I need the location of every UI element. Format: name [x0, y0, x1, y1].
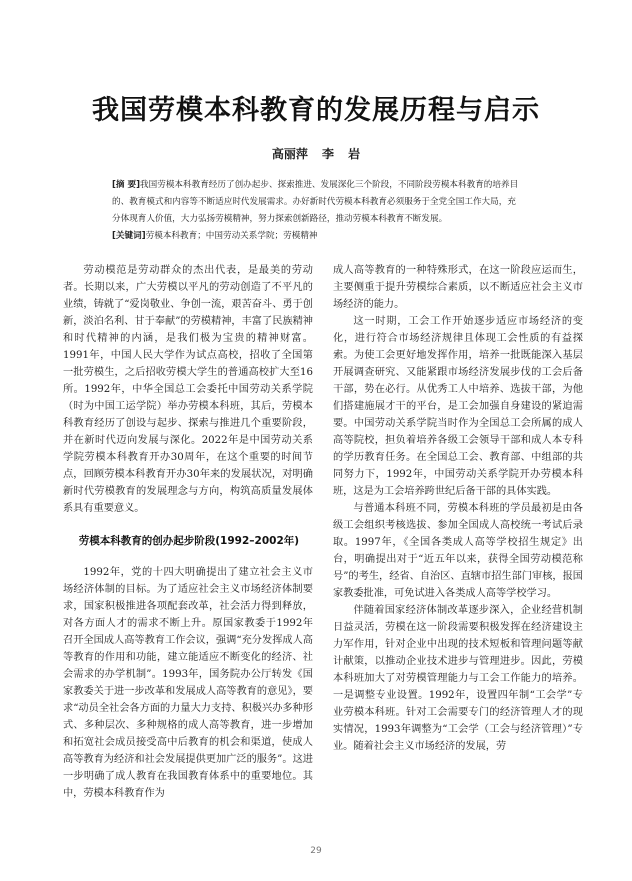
abstract-text: 我国劳模本科教育经历了创办起步、探索推进、发展深化三个阶段，不同阶段劳模本科教育的培养目的、教育模式和内容等不断适应时代发展需求。办好新时代劳模本科教育必须服务于全党全国工作大局，充分体现育人价值，大力弘扬劳模精神，努力探索创新路径，推动劳模本科教育不断发展。	[112, 180, 519, 224]
body-paragraph: 伴随着国家经济体制改革逐步深入，企业经营机制日益灵活，劳模在这一阶段需要积极发挥在经济建设主力军作用，针对企业中出现的技术短板和管理问题等献计献策，以推动企业技术进步与管理进步。因此，劳模本科班加大了对劳模管理能力与工会工作能力的培养。一是调整专业设置。1992年，设置四年制“工会学”专业劳模本科班。针对工会需要专门的经济管理人才的现实情况，1993年调整为“工会学（工会与经济管理）”专业。随着社会主义市场经济的发展，劳	[333, 605, 583, 752]
right-column	[333, 262, 583, 755]
abstract	[112, 177, 522, 228]
body-paragraph: 成人高等教育的一种特殊形式，在这一阶段应运而生，主要侧重于提升劳模综合素质，以不断适应社会主义市场经济的能力。	[333, 265, 583, 310]
keywords-label: [关键词]	[112, 231, 146, 241]
body-paragraph: 这一时期，工会工作开始逐步适应市场经济的变化，进行符合市场经济规律且体现工会性质的有益探索。为使工会更好地发挥作用，培养一批既能深入基层开展调查研究、又能紧跟市场经济发展步伐的工会后备干部，势在必行。从优秀工人中培养、选拔干部，为他们搭建施展才干的平台，是工会加强自身建设的紧迫需要。中国劳动关系学院当时作为全国总工会所属的成人高等院校，担负着培养各级工会领导干部和成人本专科的学历教育任务。在全国总工会、教育部、中组部的共同努力下，1992年，中国劳动关系学院开办劳模本科班，这是为工会培养跨世纪后备干部的具体实践。	[333, 316, 583, 497]
page-number: 29	[310, 846, 322, 856]
body-paragraph: 与普通本科班不同，劳模本科班的学员最初是由各级工会组织考核选拔、参加全国成人高校统一考试后录取。1997年，《全国各类成人高等学校招生规定》出台，明确提出对于“近五年以来，获得全国劳动模范称号”的考生，经省、自治区、直辖市招生部门审核，报国家教委批准，可免试进入各类成人高等学校学习。	[333, 503, 583, 599]
body-paragraph: 劳动模范是劳动群众的杰出代表，是最美的劳动者。长期以来，广大劳模以平凡的劳动创造了不平凡的业绩，铸就了“爱岗敬业、争创一流，艰苦奋斗、勇于创新，淡泊名利、甘于奉献”的劳模精神，丰富了民族精神和时代精神的内涵，是我们极为宝贵的精神财富。1991年，中国人民大学作为试点高校，招收了全国第一批劳模生，之后招收劳模大学生的普通高校扩大至16所。1992年，中华全国总工会委托中国劳动关系学院（时为中国工运学院）举办劳模本科班，其后，劳模本科教育经历了创设与起步、探索与推进几个重要阶段，并在新时代迈向发展与深化。2022年是中国劳动关系学院劳模本科教育开办30周年，在这个重要的时间节点，回顾劳模本科教育开办30年来的发展状况，对明确新时代劳模教育的发展理念与方向，构筑高质量发展体系具有重要意义。	[63, 265, 313, 514]
keywords-text: 劳模本科教育；中国劳动关系学院；劳模精神	[145, 231, 318, 241]
keywords	[112, 228, 522, 245]
abstract-block	[112, 177, 522, 245]
authors: 高丽萍 李 岩	[271, 147, 361, 161]
paper-title: 我国劳模本科教育的发展历程与启示	[92, 95, 540, 126]
section-heading: 劳模本科教育的创办起步阶段(1992–2002年)	[78, 535, 300, 547]
body-paragraph: 1992年，党的十四大明确提出了建立社会主义市场经济体制的目标。为了适应社会主义市场经济体制要求，国家积极推进各项配套改革，社会活力得到释放，对各方面人才的需求不断上升。原国家教委于1992年召开全国成人高等教育工作会议，强调“充分发挥成人高等教育的作用和功能，建立能适应不断变化的经济、社会需求的办学机制”。1993年，国务院办公厅转发《国家教委关于进一步改革和发展成人高等教育的意见》，要求“动员全社会各方面的力量大力支持、积极兴办多种形式、多种层次、多种规格的成人高等教育，进一步增加和拓宽社会成员接受高中后教育的机会和渠道，使成人高等教育为经济和社会发展提供更加广泛的服务”。这进一步明确了成人教育在我国教育体系中的重要地位。其中，劳模本科教育作为	[63, 567, 313, 799]
left-column	[63, 262, 313, 802]
abstract-label: [摘 要]	[112, 180, 141, 190]
